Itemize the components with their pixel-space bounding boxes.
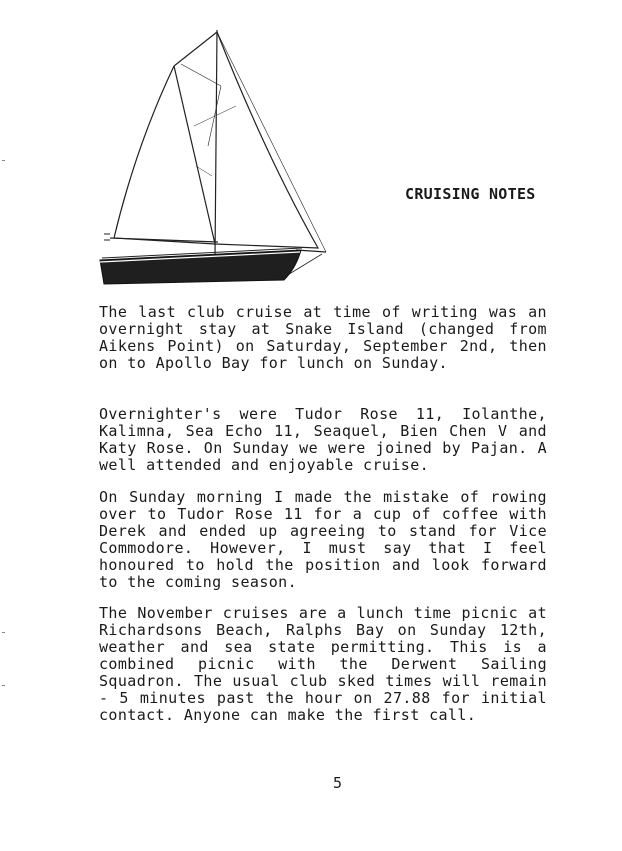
paragraph-november-cruises: The November cruises are a lunch time picnic at Richardsons Beach, Ralphs Bay on Sunday 12th, weather and sea state permitting. This is a combined picnic with the Derwent Sailing Squadron. The usual club sked times will remain - 5 minutes past the hour on 27.88 for initial contact. Anyone can make the first call. — [99, 604, 547, 724]
scan-speck — [2, 160, 5, 161]
paragraph-cruise-report: The last club cruise at time of writing was an overnight stay at Snake Island (changed from Aikens Point) on Saturday, September 2nd, then on to Apollo Bay for lunch on Sunday. — [99, 303, 547, 372]
sailboat-illustration — [96, 26, 330, 288]
scan-speck — [2, 632, 5, 633]
paragraph-attendees: Overnighter's were Tudor Rose 11, Iolanthe, Kalimna, Sea Echo 11, Seaquel, Bien Chen V and Katy Rose. On Sunday we were joined by Pajan. A well attended and enjoyable cruise. — [99, 405, 547, 474]
paragraph-vice-commodore: On Sunday morning I made the mistake of rowing over to Tudor Rose 11 for a cup of coffee with Derek and ended up agreeing to stand for Vice Commodore. However, I must say that I feel honoured to hold the position and look forward to the coming season. — [99, 488, 547, 591]
page-title: CRUISING NOTES — [405, 185, 536, 203]
scan-speck — [2, 685, 5, 686]
page-number: 5 — [333, 774, 343, 792]
